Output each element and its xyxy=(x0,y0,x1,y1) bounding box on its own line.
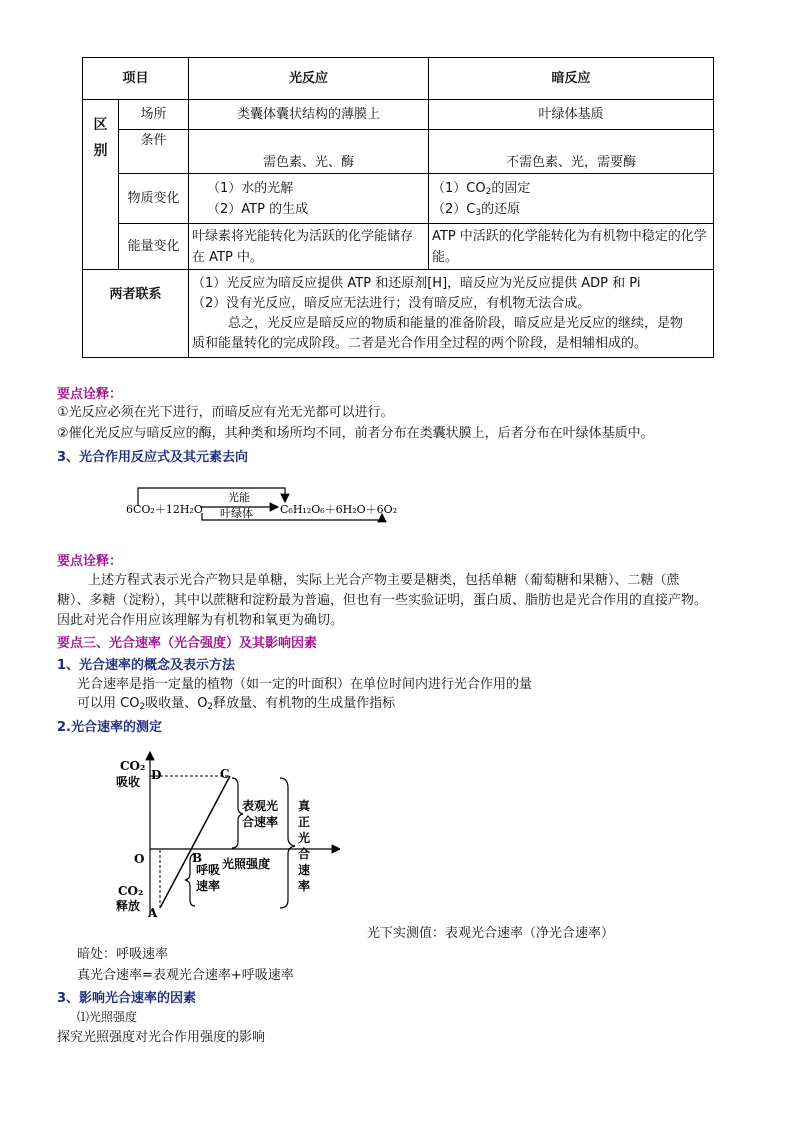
section3-title: 3、光合作用反应式及其元素去向 xyxy=(57,450,249,465)
equation-diagram xyxy=(120,484,410,524)
co2-top: CO₂ xyxy=(120,759,146,773)
notes1-line-2: ②催化光反应与暗反应的酶，其种类和场所均不同，前者分布在类囊状膜上，后者分布在叶绿体基质中。 xyxy=(57,426,654,441)
resp-1: 呼吸 xyxy=(196,863,221,877)
true-rate-0: 真 xyxy=(298,799,311,813)
material-dark-2: $(2)C_3$的还原 xyxy=(432,201,521,218)
s3-line-1: 探究光照强度对光合作用强度的影响 xyxy=(57,1030,266,1045)
comparison-table xyxy=(82,57,714,358)
header-item: 项目 xyxy=(83,58,189,100)
true-brace xyxy=(280,778,295,908)
s3-sub1: ⑴光照强度 xyxy=(77,1010,138,1024)
notes1-line-1: ①光反应必须在光下进行，而暗反应有光无光都可以进行。 xyxy=(57,405,394,420)
row-energy-name: 能量变化 xyxy=(119,224,189,270)
diff-label-text: 区别 xyxy=(93,117,108,159)
light-intensity-label: 光照强度 xyxy=(222,857,271,871)
true-rate-4: 速 xyxy=(298,863,311,877)
row-material-name: 物质变化 xyxy=(119,174,189,224)
true-rate-3: 合 xyxy=(298,847,311,861)
relation-name: 两者联系 xyxy=(83,270,189,358)
true-rate-1: 正 xyxy=(298,815,311,829)
s1-line-2: 可以用 $CO_2$吸收量、$O_2$释放量、有机物的生成量作指标 xyxy=(77,696,396,712)
notes1-title: 要点诠释： xyxy=(57,387,123,402)
point-c: C xyxy=(220,767,230,781)
equation-bottom: 叶绿体 xyxy=(220,507,253,520)
true-rate-5: 率 xyxy=(298,879,311,893)
apparent-brace xyxy=(232,778,243,848)
s2-title: 2.光合速率的测定 xyxy=(57,720,162,735)
material-light-2: （2）ATP 的生成 xyxy=(207,201,309,217)
row-condition-light: 需色素、光、酶 xyxy=(189,130,429,174)
apparent-2: 合速率 xyxy=(242,815,279,829)
resp-2: 速率 xyxy=(196,879,221,893)
header-dark-reaction: 暗反应 xyxy=(429,58,714,100)
true-rate-2: 光 xyxy=(298,831,311,845)
point-a: A xyxy=(148,906,158,920)
notes2-line-1: 上述方程式表示光合产物只是单糖，实际上光合产物主要是糖类，包括单糖（葡萄糖和果糖）、二糖（蔗 xyxy=(88,573,680,588)
release-label: 释放 xyxy=(116,899,141,913)
row-condition-dark: 不需色素、光，需要酶 xyxy=(429,130,714,174)
apparent-1: 表观光 xyxy=(242,799,279,813)
equation-right: C₆H₁₂O₆＋6H₂O＋6O₂ xyxy=(280,503,398,516)
point-o: O xyxy=(134,852,145,866)
row-location-light: 类囊体囊状结构的薄膜上 xyxy=(189,100,429,130)
material-light-1: （1）水的光解 xyxy=(207,180,294,196)
row-energy-light: 叶绿素将光能转化为活跃的化学能储存在 ATP 中。 xyxy=(189,224,429,270)
equation-top: 光能 xyxy=(228,491,250,504)
dark-line: 暗处：呼吸速率 xyxy=(77,947,169,962)
equation-left: 6CO₂＋12H₂O xyxy=(126,503,203,516)
s3-title: 3、影响光合速率的因素 xyxy=(57,991,197,1006)
relation-line-2: （2）没有光反应，暗反应无法进行；没有暗反应，有机物无法合成。 xyxy=(192,295,591,311)
s1-line-1: 光合速率是指一定量的植物（如一定的叶面积）在单位时间内进行光合作用的量 xyxy=(77,677,533,692)
formula-line: 真光合速率=表观光合速率+呼吸速率 xyxy=(77,968,294,983)
point3-title: 要点三、光合速率（光合强度）及其影响因素 xyxy=(57,636,318,651)
relation-line-1: （1）光反应为暗反应提供 ATP 和还原剂[H]，暗反应为光反应提供 ADP 和 Pi xyxy=(192,275,641,291)
relation-line-4: 质和能量转化的完成阶段。二者是光合作用全过程的两个阶段，是相辅相成的。 xyxy=(192,335,648,351)
point-b: B xyxy=(192,851,203,865)
row-condition-name: 条件 xyxy=(119,130,189,174)
row-location-name: 场所 xyxy=(119,100,189,130)
row-location-dark: 叶绿体基质 xyxy=(429,100,714,130)
row-energy-dark: ATP 中活跃的化学能转化为有机物中稳定的化学能。 xyxy=(429,224,714,270)
co2-bottom: CO₂ xyxy=(118,884,144,898)
absorb-label: 吸收 xyxy=(116,775,141,789)
s1-title: 1、光合速率的概念及表示方法 xyxy=(57,658,236,673)
diff-label xyxy=(83,100,119,270)
notes2-line-2: 糖）、多糖（淀粉），其中以蔗糖和淀粉最为普遍，但也有一些实验证明，蛋白质、脂肪也是光合作用的直接产物。 xyxy=(57,593,708,608)
material-dark-1: $(1)CO_2$的固定 xyxy=(432,180,531,197)
notes2-title: 要点诠释： xyxy=(57,554,123,569)
point-d: D xyxy=(151,768,162,782)
rate-graph xyxy=(110,750,340,922)
header-light-reaction: 光反应 xyxy=(189,58,429,100)
notes2-line-3: 因此对光合作用应该理解为有机物和氧更为确切。 xyxy=(57,613,344,628)
relation-line-3: 总之，光反应是暗反应的物质和能量的准备阶段，暗反应是光反应的继续，是物 xyxy=(228,315,684,331)
measure-line: 光下实测值：表观光合速率（净光合速率） xyxy=(367,926,615,941)
